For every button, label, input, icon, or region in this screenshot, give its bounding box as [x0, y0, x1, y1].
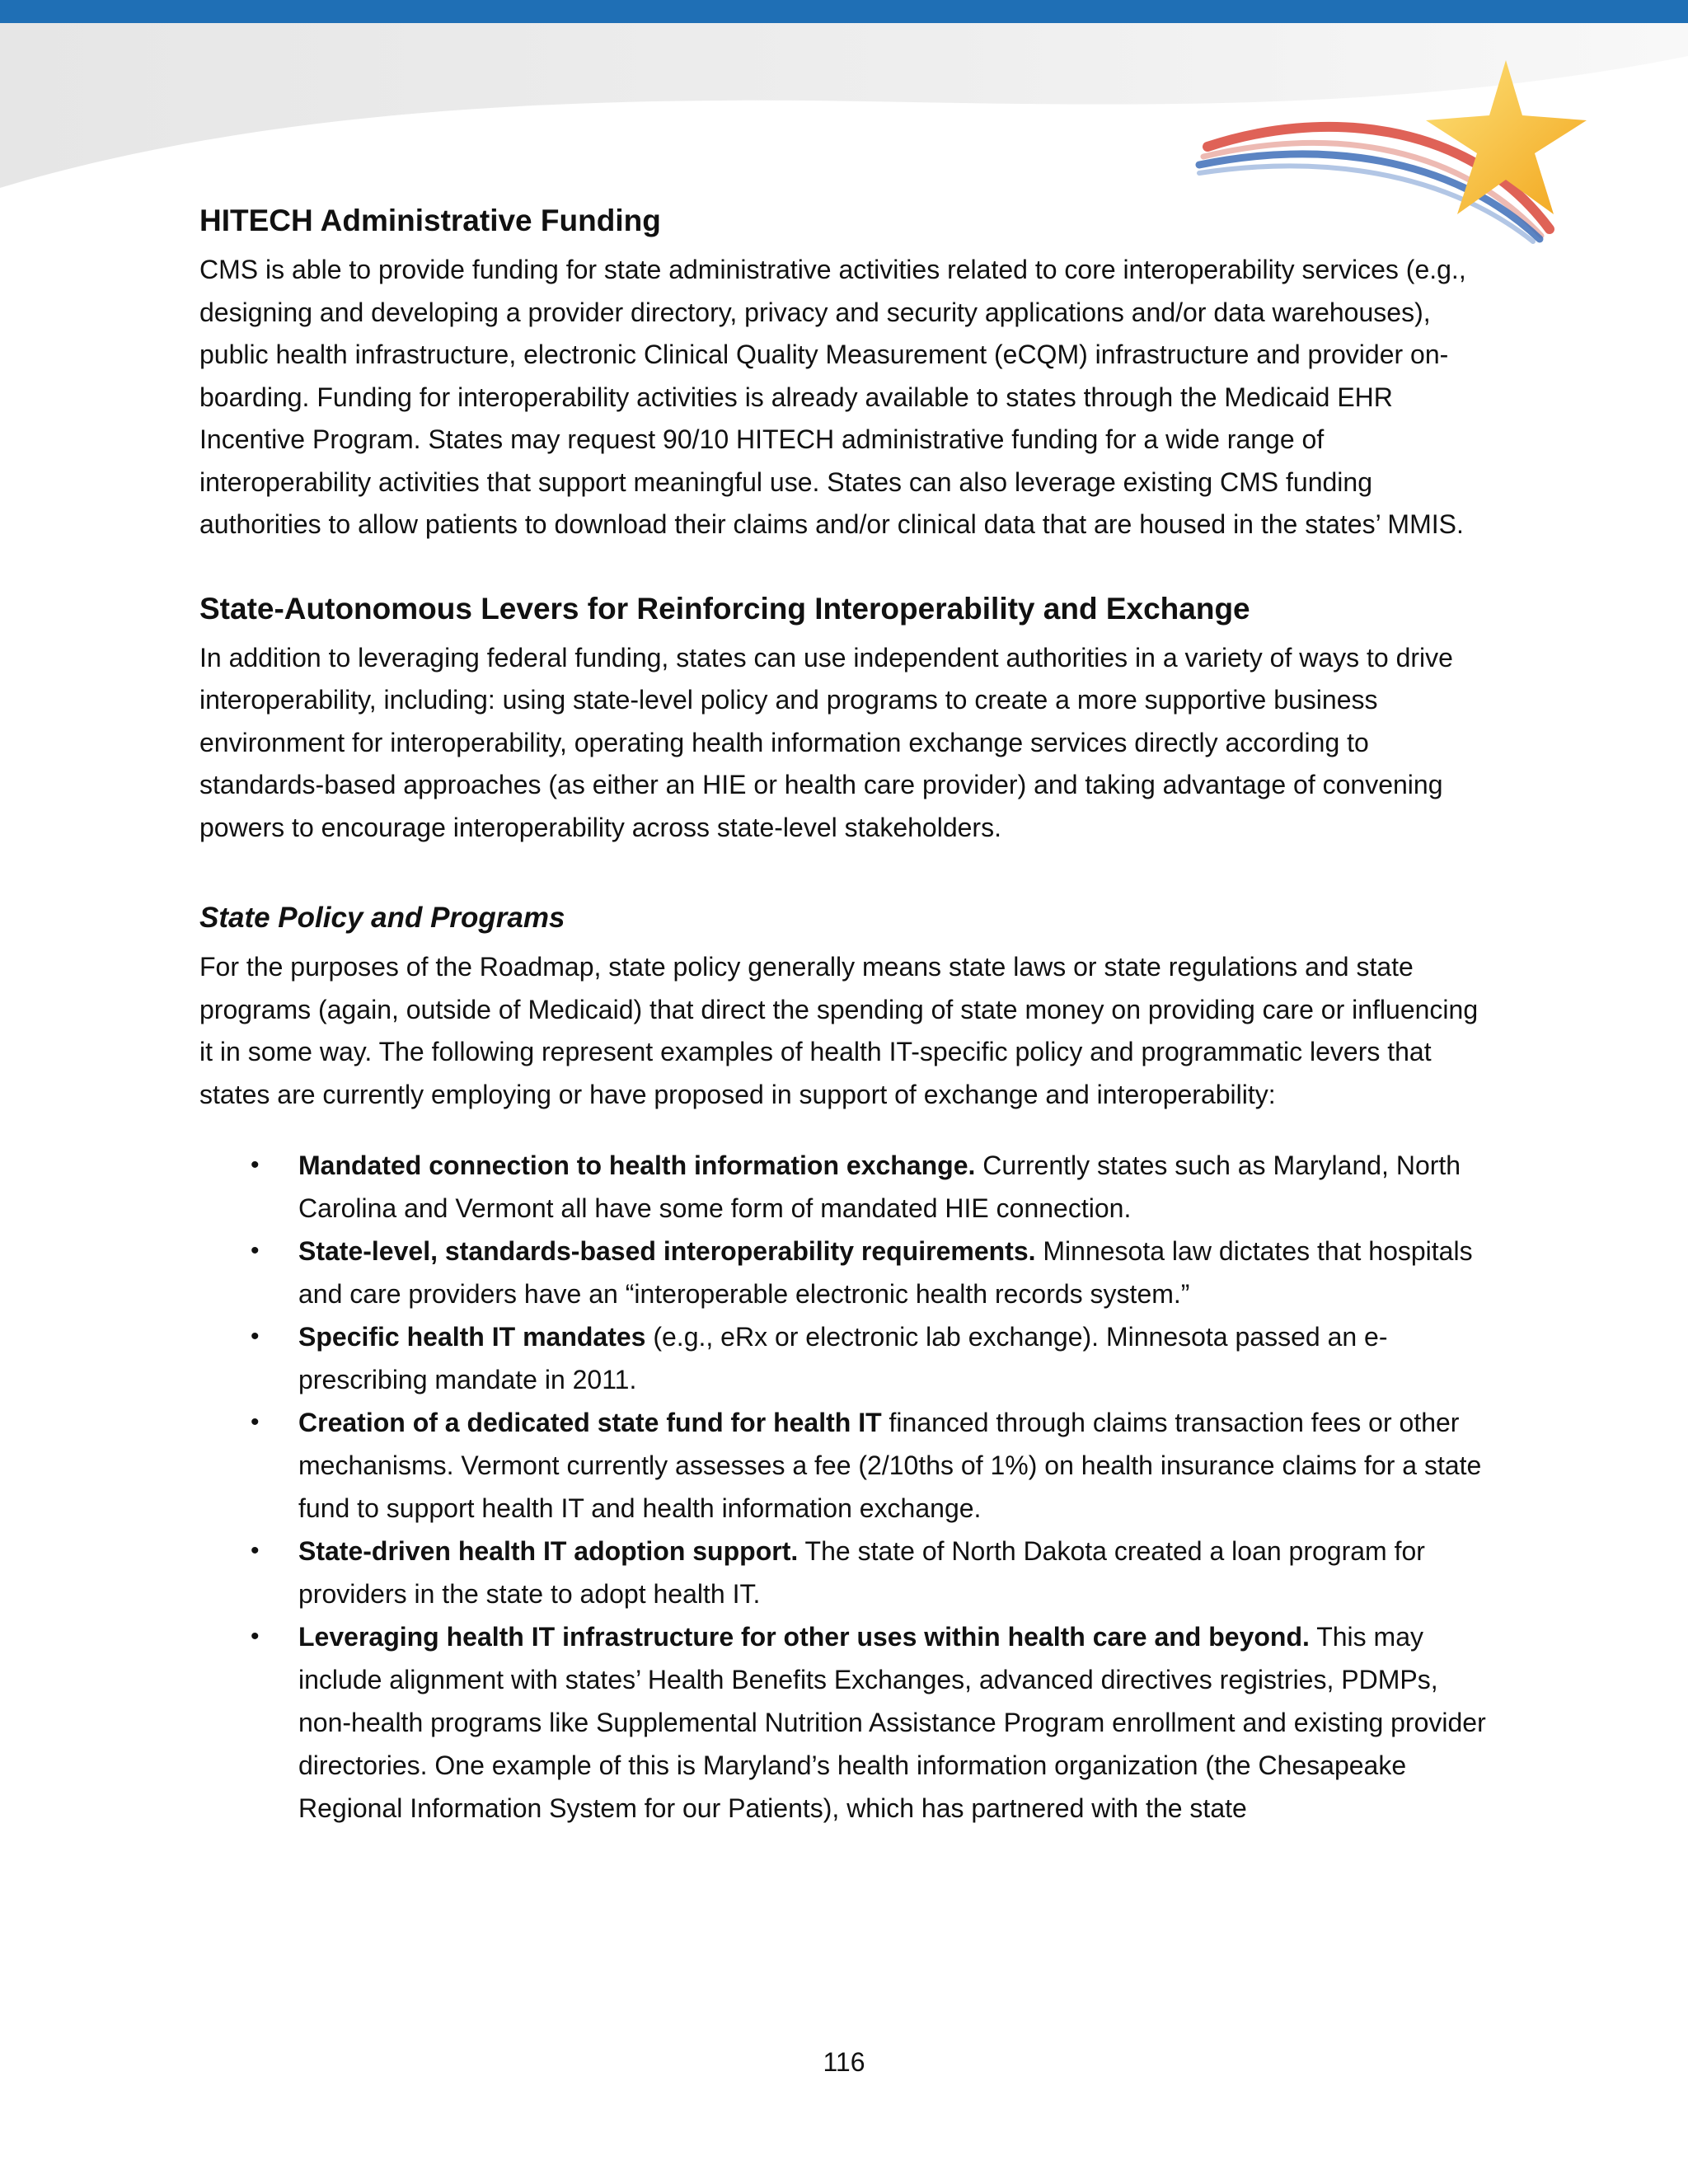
list-item-lead: Mandated connection to health information exchange. [298, 1151, 976, 1180]
list-item-lead: Specific health IT mandates [298, 1322, 646, 1352]
top-bar [0, 0, 1688, 23]
policy-bullet-list [199, 1144, 1493, 1830]
policy-heading: State Policy and Programs [199, 902, 565, 934]
list-item-lead: Creation of a dedicated state fund for health IT [298, 1408, 882, 1437]
list-item [199, 1401, 1493, 1530]
hitech-paragraph: CMS is able to provide funding for state administrative activities related to core interoperability services (e.g., designing and developing a provider directory, privacy and security applications and/or data warehouses), public health infrastructure, electronic Clinical Quality Measurement (eCQM) infrastructure and provider on-boarding. Funding for interoperability activities is already available to states through the Medicaid EHR Incentive Program. States may request 90/10 HITECH administrative funding for a wide range of interoperability activities that support meaningful use. States can also leverage existing CMS funding authorities to allow patients to download their claims and/or clinical data that are housed in the states’ MMIS. [199, 255, 1466, 539]
list-item-text: Minnesota law dictates that hospitals and care providers have an “interoperable electronic health records system.” [298, 1236, 1473, 1309]
list-item [199, 1315, 1493, 1401]
bullet-icon: • [251, 1623, 260, 1650]
list-item-text: financed through claims transaction fees or other mechanisms. Vermont currently assesses a fee (2/10ths of 1%) on health insurance claims for a state fund to support health IT and health information exchange. [298, 1408, 1482, 1523]
bullet-icon: • [251, 1537, 260, 1564]
hitech-heading: HITECH Administrative Funding [199, 204, 661, 237]
list-item-text: Currently states such as Maryland, North Carolina and Vermont all have some form of mandated HIE connection. [298, 1151, 1461, 1223]
list-item [199, 1230, 1493, 1315]
levers-paragraph: In addition to leveraging federal funding, states can use independent authorities in a variety of ways to drive interoperability, including: using state-level policy and programs to create a more supportive business environment for interoperability, operating health information exchange services directly according to standards-based approaches (as either an HIE or health care provider) and taking advantage of convening powers to encourage interoperability across state-level stakeholders. [199, 642, 1453, 842]
document-body [199, 196, 1493, 1830]
page-number: 116 [823, 2047, 865, 2077]
list-item-lead: State-driven health IT adoption support. [298, 1536, 799, 1566]
policy-paragraph: For the purposes of the Roadmap, state policy generally means state laws or state regulations and state programs (again, outside of Medicaid) that direct the spending of state money on providing care or influencing it in some way. The following represent examples of health IT-specific policy and programmatic levers that states are currently employing or have proposed in support of exchange and interoperability: [199, 952, 1479, 1109]
list-item [199, 1530, 1493, 1615]
list-item-text: This may include alignment with states’ Health Benefits Exchanges, advanced directives registries, PDMPs, non-health programs like Supplemental Nutrition Assistance Program enrollment and existing provider directories. One example of this is Maryland’s health information organization (the Chesapeake Regional Information System for our Patients), which has partnered with the state [298, 1622, 1486, 1823]
list-item-lead: Leveraging health IT infrastructure for other uses within health care and beyond. [298, 1622, 1310, 1652]
list-item-text: The state of North Dakota created a loan program for providers in the state to adopt health IT. [298, 1536, 1425, 1609]
bullet-icon: • [251, 1323, 260, 1350]
bullet-icon: • [251, 1151, 260, 1179]
list-item-text: (e.g., eRx or electronic lab exchange). Minnesota passed an e-prescribing mandate in 2011. [298, 1322, 1388, 1394]
levers-heading: State-Autonomous Levers for Reinforcing Interoperability and Exchange [199, 591, 1250, 626]
list-item [199, 1615, 1493, 1830]
list-item [199, 1144, 1493, 1230]
list-item-lead: State-level, standards-based interoperability requirements. [298, 1236, 1036, 1266]
bullet-icon: • [251, 1237, 260, 1264]
bullet-icon: • [251, 1408, 260, 1436]
